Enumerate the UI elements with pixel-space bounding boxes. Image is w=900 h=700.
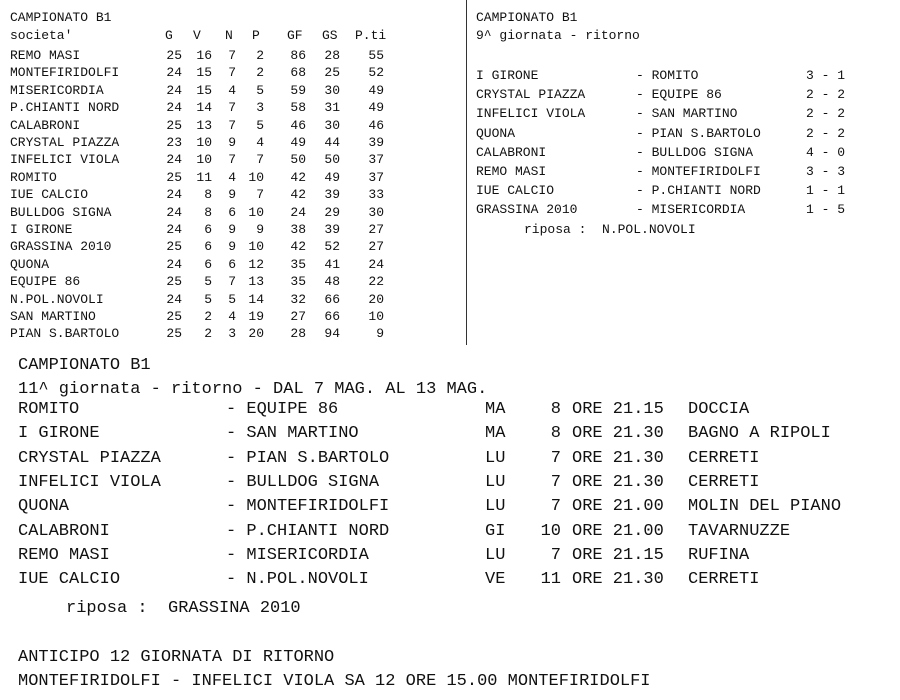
schedule-rest: riposa : GRASSINA 2010 [66, 599, 301, 618]
result-home-team: REMO MASI [476, 164, 547, 179]
standings-lost: 3 [256, 100, 264, 116]
result-score: 4 - 0 [806, 144, 846, 160]
standings-goals-for: 59 [290, 82, 306, 98]
standings-goals-for: 46 [290, 117, 306, 133]
schedule-day: LU [485, 545, 506, 565]
standings-won: 10 [196, 152, 212, 168]
standings-goals-against: 66 [324, 309, 340, 324]
standings-header-row [10, 28, 460, 44]
standings-points: 39 [368, 135, 384, 150]
schedule-date: 8 [550, 400, 561, 419]
standings-team: N.POL.NOVOLI [10, 291, 104, 307]
standings-goals-against: 94 [324, 326, 340, 342]
result-away-team: - MISERICORDIA [636, 202, 746, 218]
result-score: 2 - 2 [806, 106, 846, 122]
results-panel [476, 10, 896, 250]
standings-goals-for: 50 [290, 152, 306, 168]
standings-drawn: 4 [228, 169, 236, 185]
results-title: CAMPIONATO B1 [476, 10, 578, 25]
standings-lost: 9 [256, 222, 264, 237]
standings-points: 27 [368, 239, 384, 255]
standings-points: 22 [368, 274, 384, 290]
standings-goals-for: 42 [290, 169, 306, 185]
standings-won: 16 [196, 48, 212, 63]
anticipo-line: MONTEFIRIDOLFI - INFELICI VIOLA SA 12 ORE 15.00 MONTEFIRIDOLFI [18, 672, 651, 691]
standings-goals-for: 35 [290, 274, 306, 290]
standings-row [10, 222, 460, 238]
standings-row [10, 135, 460, 151]
standings-played: 24 [166, 152, 182, 168]
standings-team: GRASSINA 2010 [10, 239, 112, 255]
standings-title: CAMPIONATO B1 [10, 10, 112, 25]
standings-won: 8 [204, 204, 212, 220]
schedule-date: 7 [550, 448, 561, 468]
result-away-team: - P.CHIANTI NORD [636, 183, 761, 199]
standings-lost: 10 [248, 239, 264, 255]
standings-won: 13 [196, 117, 212, 133]
standings-goals-against: 41 [324, 256, 340, 272]
standings-goals-against: 52 [324, 239, 340, 255]
standings-points: 30 [368, 204, 384, 220]
schedule-away-team: - N.POL.NOVOLI [226, 570, 369, 590]
standings-goals-against: 28 [324, 48, 340, 63]
standings-goals-for: 28 [290, 326, 306, 342]
standings-row [10, 292, 460, 308]
standings-points: 33 [368, 187, 384, 203]
standings-drawn: 9 [228, 187, 236, 203]
standings-played: 25 [166, 309, 182, 324]
standings-drawn: 9 [228, 135, 236, 150]
standings-drawn: 3 [228, 326, 236, 342]
standings-lost: 5 [256, 82, 264, 98]
standings-played: 24 [166, 100, 182, 116]
result-away-team: - ROMITO [636, 68, 699, 83]
schedule-day: LU [485, 497, 506, 517]
standings-drawn: 9 [228, 239, 236, 255]
standings-lost: 20 [248, 326, 264, 342]
standings-points: 10 [368, 309, 384, 324]
standings-lost: 12 [248, 256, 264, 272]
standings-lost: 2 [256, 65, 264, 81]
result-score: 2 - 2 [806, 125, 846, 141]
standings-lost: 14 [248, 291, 264, 307]
schedule-day: LU [485, 448, 506, 468]
standings-played: 25 [166, 239, 182, 255]
standings-points: 37 [368, 169, 384, 185]
standings-goals-for: 42 [290, 187, 306, 203]
standings-played: 24 [166, 187, 182, 203]
standings-won: 8 [204, 187, 212, 203]
standings-points: 9 [376, 326, 384, 342]
schedule-home-team: IUE CALCIO [18, 570, 121, 590]
standings-goals-against: 50 [324, 152, 340, 168]
standings-points: 20 [368, 291, 384, 307]
standings-goals-against: 31 [324, 100, 340, 116]
standings-points: 52 [368, 65, 384, 81]
result-row [476, 183, 896, 199]
standings-won: 6 [204, 239, 212, 255]
standings-won: 5 [204, 274, 212, 290]
result-row [476, 164, 896, 180]
standings-drawn: 7 [228, 100, 236, 116]
anticipo-title: ANTICIPO 12 GIORNATA DI RITORNO [18, 648, 335, 667]
schedule-venue: CERRETI [688, 448, 760, 468]
standings-won: 11 [196, 169, 212, 185]
schedule-away-team: - EQUIPE 86 [226, 400, 339, 419]
standings-row [10, 205, 460, 221]
schedule-row [18, 424, 898, 446]
standings-goals-for: 32 [290, 291, 306, 307]
standings-points: 55 [368, 48, 384, 63]
result-away-team: - MONTEFIRIDOLFI [636, 164, 761, 179]
column-divider [466, 0, 467, 345]
result-row [476, 145, 896, 161]
schedule-day: LU [485, 472, 506, 492]
standings-lost: 7 [256, 187, 264, 203]
result-home-team: IUE CALCIO [476, 183, 555, 199]
standings-row [10, 326, 460, 342]
standings-played: 25 [166, 326, 182, 342]
schedule-date: 10 [540, 521, 561, 541]
standings-points: 24 [368, 256, 384, 272]
schedule-day: MA [485, 424, 506, 444]
header-v: V [193, 28, 201, 43]
standings-goals-for: 35 [290, 256, 306, 272]
standings-drawn: 7 [228, 117, 236, 133]
result-away-team: - BULLDOG SIGNA [636, 144, 754, 160]
standings-team: I GIRONE [10, 222, 73, 237]
standings-team: MONTEFIRIDOLFI [10, 65, 120, 81]
standings-won: 5 [204, 291, 212, 307]
standings-played: 24 [166, 65, 182, 81]
standings-team: MISERICORDIA [10, 82, 104, 98]
schedule-time: ORE 21.30 [572, 570, 664, 590]
standings-goals-for: 38 [290, 222, 306, 237]
standings-row [10, 118, 460, 134]
schedule-time: ORE 21.00 [572, 497, 664, 517]
standings-lost: 10 [248, 169, 264, 185]
standings-drawn: 4 [228, 82, 236, 98]
result-row [476, 126, 896, 142]
standings-team: BULLDOG SIGNA [10, 204, 112, 220]
standings-team: QUONA [10, 256, 50, 272]
schedule-row [18, 449, 898, 471]
standings-drawn: 7 [228, 152, 236, 168]
schedule-venue: CERRETI [688, 570, 760, 590]
schedule-time: ORE 21.15 [572, 545, 664, 565]
standings-played: 24 [166, 291, 182, 307]
schedule-row [18, 473, 898, 495]
standings-row [10, 152, 460, 168]
result-score: 3 - 1 [806, 68, 846, 83]
schedule-subtitle: 11^ giornata - ritorno - DAL 7 MAG. AL 13 MAG. [18, 380, 488, 399]
schedule-day: MA [485, 400, 506, 419]
standings-goals-against: 29 [324, 204, 340, 220]
standings-drawn: 6 [228, 256, 236, 272]
result-row [476, 202, 896, 218]
schedule-date: 8 [550, 424, 561, 444]
standings-won: 15 [196, 65, 212, 81]
schedule-away-team: - BULLDOG SIGNA [226, 472, 380, 492]
schedule-venue: MOLIN DEL PIANO [688, 497, 842, 517]
schedule-home-team: ROMITO [18, 400, 80, 419]
standings-played: 25 [166, 117, 182, 133]
schedule-row [18, 522, 898, 544]
schedule-away-team: - P.CHIANTI NORD [226, 521, 390, 541]
standings-team: P.CHIANTI NORD [10, 100, 120, 116]
standings-goals-against: 30 [324, 117, 340, 133]
standings-drawn: 7 [228, 48, 236, 63]
standings-won: 14 [196, 100, 212, 116]
standings-lost: 4 [256, 135, 264, 150]
result-row [476, 68, 896, 84]
standings-team: EQUIPE 86 [10, 274, 81, 290]
result-home-team: I GIRONE [476, 68, 539, 83]
standings-goals-for: 68 [290, 65, 306, 81]
standings-played: 25 [166, 169, 182, 185]
schedule-row [18, 400, 898, 422]
schedule-home-team: CALABRONI [18, 521, 110, 541]
standings-lost: 7 [256, 152, 264, 168]
standings-won: 15 [196, 82, 212, 98]
header-g: G [165, 28, 173, 43]
standings-team: ROMITO [10, 169, 57, 185]
schedule-away-team: - SAN MARTINO [226, 424, 359, 444]
standings-row [10, 100, 460, 116]
standings-goals-for: 42 [290, 239, 306, 255]
standings-team: CRYSTAL PIAZZA [10, 135, 120, 150]
standings-lost: 10 [248, 204, 264, 220]
standings-row [10, 187, 460, 203]
schedule-time: ORE 21.30 [572, 424, 664, 444]
standings-drawn: 9 [228, 222, 236, 237]
standings-played: 25 [166, 274, 182, 290]
header-gs: GS [322, 28, 338, 43]
standings-won: 10 [196, 135, 212, 150]
schedule-away-team: - MONTEFIRIDOLFI [226, 497, 390, 517]
schedule-row [18, 546, 898, 568]
standings-team: REMO MASI [10, 48, 81, 63]
anticipo-panel [18, 648, 898, 698]
standings-drawn: 4 [228, 309, 236, 324]
result-home-team: QUONA [476, 125, 516, 141]
header-pti: P.ti [355, 28, 387, 43]
standings-goals-for: 27 [290, 309, 306, 324]
results-rest: riposa : N.POL.NOVOLI [524, 222, 696, 237]
schedule-time: ORE 21.00 [572, 521, 664, 541]
schedule-home-team: INFELICI VIOLA [18, 472, 161, 492]
result-away-team: - PIAN S.BARTOLO [636, 125, 761, 141]
schedule-panel [18, 356, 898, 616]
standings-team: CALABRONI [10, 117, 81, 133]
header-n: N [225, 28, 233, 43]
standings-goals-against: 25 [324, 65, 340, 81]
schedule-time: ORE 21.30 [572, 448, 664, 468]
result-row [476, 106, 896, 122]
standings-lost: 19 [248, 309, 264, 324]
results-subtitle: 9^ giornata - ritorno [476, 28, 640, 43]
standings-played: 24 [166, 82, 182, 98]
result-home-team: GRASSINA 2010 [476, 202, 578, 218]
schedule-venue: TAVARNUZZE [688, 521, 791, 541]
standings-won: 2 [204, 326, 212, 342]
standings-points: 37 [368, 152, 384, 168]
standings-row [10, 48, 460, 64]
standings-drawn: 7 [228, 274, 236, 290]
schedule-time: ORE 21.30 [572, 472, 664, 492]
schedule-time: ORE 21.15 [572, 400, 664, 419]
standings-played: 24 [166, 222, 182, 237]
schedule-venue: BAGNO A RIPOLI [688, 424, 831, 444]
result-score: 2 - 2 [806, 87, 846, 103]
schedule-date: 7 [550, 472, 561, 492]
standings-row [10, 83, 460, 99]
standings-played: 23 [166, 135, 182, 150]
schedule-venue: CERRETI [688, 472, 760, 492]
schedule-home-team: CRYSTAL PIAZZA [18, 448, 161, 468]
standings-goals-for: 24 [290, 204, 306, 220]
standings-won: 6 [204, 256, 212, 272]
standings-won: 6 [204, 222, 212, 237]
schedule-away-team: - PIAN S.BARTOLO [226, 448, 390, 468]
schedule-row [18, 497, 898, 519]
standings-lost: 13 [248, 274, 264, 290]
schedule-row [18, 570, 898, 592]
result-home-team: INFELICI VIOLA [476, 106, 586, 122]
result-score: 1 - 1 [806, 183, 846, 199]
header-societa: societa' [10, 28, 73, 43]
standings-goals-against: 66 [324, 291, 340, 307]
standings-points: 49 [368, 100, 384, 116]
schedule-home-team: QUONA [18, 497, 70, 517]
schedule-date: 7 [550, 545, 561, 565]
schedule-home-team: I GIRONE [18, 424, 100, 444]
standings-row [10, 309, 460, 325]
schedule-date: 11 [540, 570, 561, 590]
standings-goals-against: 48 [324, 274, 340, 290]
standings-row [10, 170, 460, 186]
standings-row [10, 274, 460, 290]
standings-team: INFELICI VIOLA [10, 152, 120, 168]
schedule-date: 7 [550, 497, 561, 517]
standings-table [10, 10, 460, 350]
schedule-day: GI [485, 521, 506, 541]
standings-goals-for: 86 [290, 48, 306, 63]
standings-points: 49 [368, 82, 384, 98]
schedule-venue: DOCCIA [688, 400, 750, 419]
standings-played: 24 [166, 204, 182, 220]
standings-goals-against: 39 [324, 187, 340, 203]
standings-points: 46 [368, 117, 384, 133]
standings-points: 27 [368, 222, 384, 237]
standings-team: IUE CALCIO [10, 187, 89, 203]
standings-row [10, 239, 460, 255]
schedule-title: CAMPIONATO B1 [18, 356, 151, 375]
standings-played: 25 [166, 48, 182, 63]
header-gf: GF [287, 28, 303, 43]
standings-goals-for: 58 [290, 100, 306, 116]
result-score: 1 - 5 [806, 202, 846, 218]
schedule-day: VE [485, 570, 506, 590]
standings-played: 24 [166, 256, 182, 272]
standings-row [10, 257, 460, 273]
schedule-home-team: REMO MASI [18, 545, 110, 565]
result-home-team: CALABRONI [476, 144, 547, 160]
standings-goals-against: 49 [324, 169, 340, 185]
standings-lost: 5 [256, 117, 264, 133]
standings-row [10, 65, 460, 81]
result-away-team: - EQUIPE 86 [636, 87, 722, 103]
standings-drawn: 5 [228, 291, 236, 307]
standings-won: 2 [204, 309, 212, 324]
standings-team: SAN MARTINO [10, 309, 96, 324]
standings-team: PIAN S.BARTOLO [10, 326, 120, 342]
result-row [476, 87, 896, 103]
standings-goals-against: 39 [324, 222, 340, 237]
schedule-venue: RUFINA [688, 545, 750, 565]
result-score: 3 - 3 [806, 164, 846, 179]
result-home-team: CRYSTAL PIAZZA [476, 87, 586, 103]
standings-lost: 2 [256, 48, 264, 63]
standings-drawn: 7 [228, 65, 236, 81]
standings-goals-against: 30 [324, 82, 340, 98]
standings-goals-for: 49 [290, 135, 306, 150]
schedule-away-team: - MISERICORDIA [226, 545, 369, 565]
standings-drawn: 6 [228, 204, 236, 220]
standings-goals-against: 44 [324, 135, 340, 150]
header-p: P [252, 28, 260, 43]
result-away-team: - SAN MARTINO [636, 106, 738, 122]
